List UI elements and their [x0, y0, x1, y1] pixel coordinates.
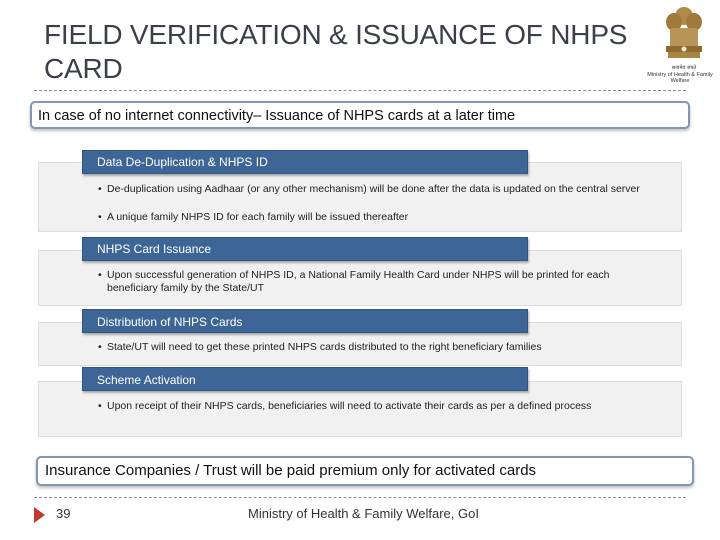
step-title-activation: Scheme Activation — [97, 373, 196, 387]
list-item: • State/UT will need to get these printed NHPS cards distributed to the right beneficiary families — [98, 341, 542, 353]
subtitle: In case of no internet connectivity– Issuance of NHPS cards at a later time — [38, 108, 516, 124]
bullet-icon: • — [98, 341, 102, 353]
bullet-icon: • — [98, 400, 102, 412]
bullet-icon: • — [98, 269, 102, 281]
bullet-icon: • — [98, 211, 102, 223]
step-title-deduplication: Data De-Duplication & NHPS ID — [97, 155, 268, 169]
page-number: 39 — [56, 506, 71, 521]
step-title-card-issuance: NHPS Card Issuance — [97, 242, 212, 256]
svg-text:सत्यमेव जयते: सत्यमेव जयते — [671, 65, 697, 71]
list-item: • De-duplication using Aadhaar (or any other mechanism) will be done after the data is updated on the central server — [98, 183, 640, 195]
play-arrow-icon — [34, 507, 45, 523]
emblem-caption: Ministry of Health & Family Welfare — [647, 72, 713, 84]
slide-title: FIELD VERIFICATION & ISSUANCE OF NHPS CARD — [44, 19, 628, 84]
title-divider — [34, 90, 686, 91]
list-item: • A unique family NHPS ID for each family will be issued thereafter — [98, 211, 409, 223]
conclusion-text: Insurance Companies / Trust will be paid premium only for activated cards — [45, 462, 537, 479]
list-item: • Upon receipt of their NHPS cards, beneficiaries will need to activate their cards as per a defined process — [98, 400, 592, 412]
step-title-distribution: Distribution of NHPS Cards — [97, 315, 243, 329]
list-item: • Upon successful generation of NHPS ID, a National Family Health Card under NHPS will be printed for each beneficiary family by the State/UT — [98, 269, 610, 294]
footer-ministry: Ministry of Health & Family Welfare, GoI — [248, 506, 479, 521]
footer-divider — [34, 497, 686, 498]
bullet-icon: • — [98, 183, 102, 195]
